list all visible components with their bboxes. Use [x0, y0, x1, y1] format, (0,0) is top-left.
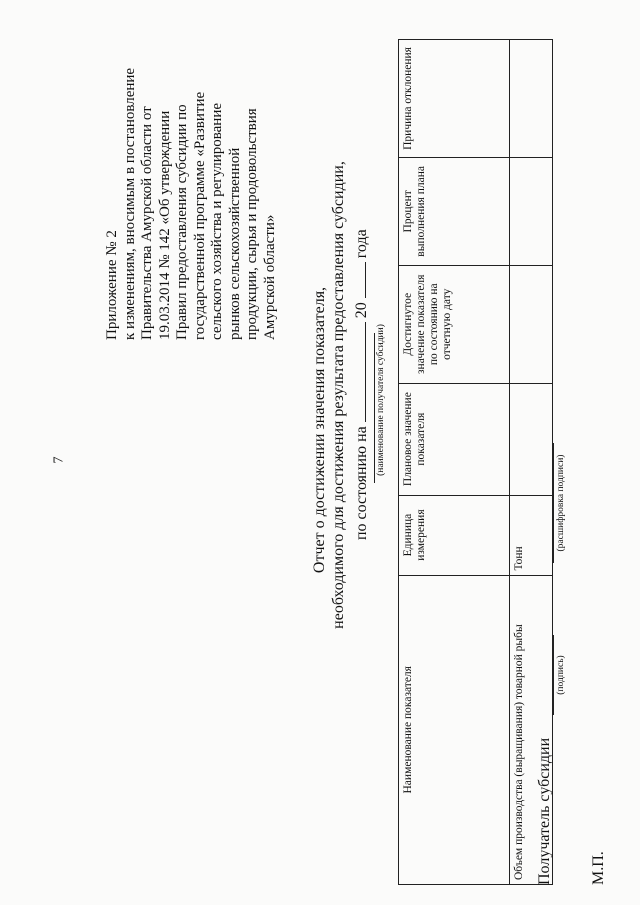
- header-reason: Причина отклонения: [399, 40, 510, 158]
- rotated-form: [20, 25, 620, 885]
- annex-line: Приложение № 2: [104, 230, 120, 340]
- report-title-line-1: Отчет о достижении значения показателя,: [311, 286, 328, 574]
- as-of-label: по состоянию на: [353, 426, 370, 540]
- cell-reason[interactable]: [510, 40, 553, 158]
- report-title-line-2: необходимого для достижения результата предоставления субсидии,: [330, 161, 347, 629]
- cell-indicator-name: Объем производства (выращивания) товарной рыбы: [510, 575, 553, 884]
- header-indicator-name: Наименование показателя: [399, 575, 510, 884]
- year-blank: [352, 262, 366, 298]
- recipient-label: Получатель субсидии: [536, 737, 553, 885]
- header-percent: Процент выполнения плана: [399, 157, 510, 265]
- annex-line: государственной программе «Развитие: [191, 91, 208, 340]
- annex-line: Амурской области»: [261, 214, 278, 340]
- header-planned-value: Плановое значение показателя: [399, 383, 510, 495]
- signature-decoding-line: [553, 443, 554, 563]
- cell-percent[interactable]: [510, 157, 553, 265]
- header-achieved-value: Достигнутое значение показателя по состоянию на отчетную дату: [399, 265, 510, 383]
- annex-line: к изменениям, вносимым в постановление: [121, 67, 138, 340]
- annex-line: 19.03.2014 № 142 «Об утверждении: [156, 110, 173, 340]
- year-suffix: года: [353, 229, 370, 259]
- annex-block: [104, 45, 279, 340]
- annex-line: Правил предоставления субсидии по: [174, 104, 190, 340]
- recipient-name-line: [374, 333, 375, 483]
- date-blank: [352, 322, 366, 422]
- table-header-row: [399, 40, 510, 885]
- as-of-date-line: [352, 229, 371, 540]
- annex-line: Правительства Амурской области от: [139, 106, 155, 340]
- header-unit: Единица измерения: [399, 495, 510, 575]
- signature-line: [553, 635, 554, 715]
- recipient-caption: (наименование получателя субсидии): [376, 324, 386, 476]
- decoding-caption: (расшифровка подписи): [556, 454, 566, 552]
- annex-line: продукции, сырья и продовольствия: [244, 108, 260, 340]
- cell-planned-value[interactable]: [510, 383, 553, 495]
- annex-line: рынков сельскохозяйственной: [226, 147, 243, 340]
- report-title: [310, 25, 348, 885]
- stamp-place: М.П.: [590, 851, 607, 885]
- year-prefix: 20: [353, 302, 370, 319]
- cell-unit: Тонн: [510, 495, 553, 575]
- annex-line: сельского хозяйства и регулирование: [209, 102, 225, 340]
- cell-achieved-value[interactable]: [510, 265, 553, 383]
- signature-caption: (подпись): [556, 655, 566, 695]
- page-number: 7: [51, 456, 67, 464]
- indicator-table: [398, 39, 553, 885]
